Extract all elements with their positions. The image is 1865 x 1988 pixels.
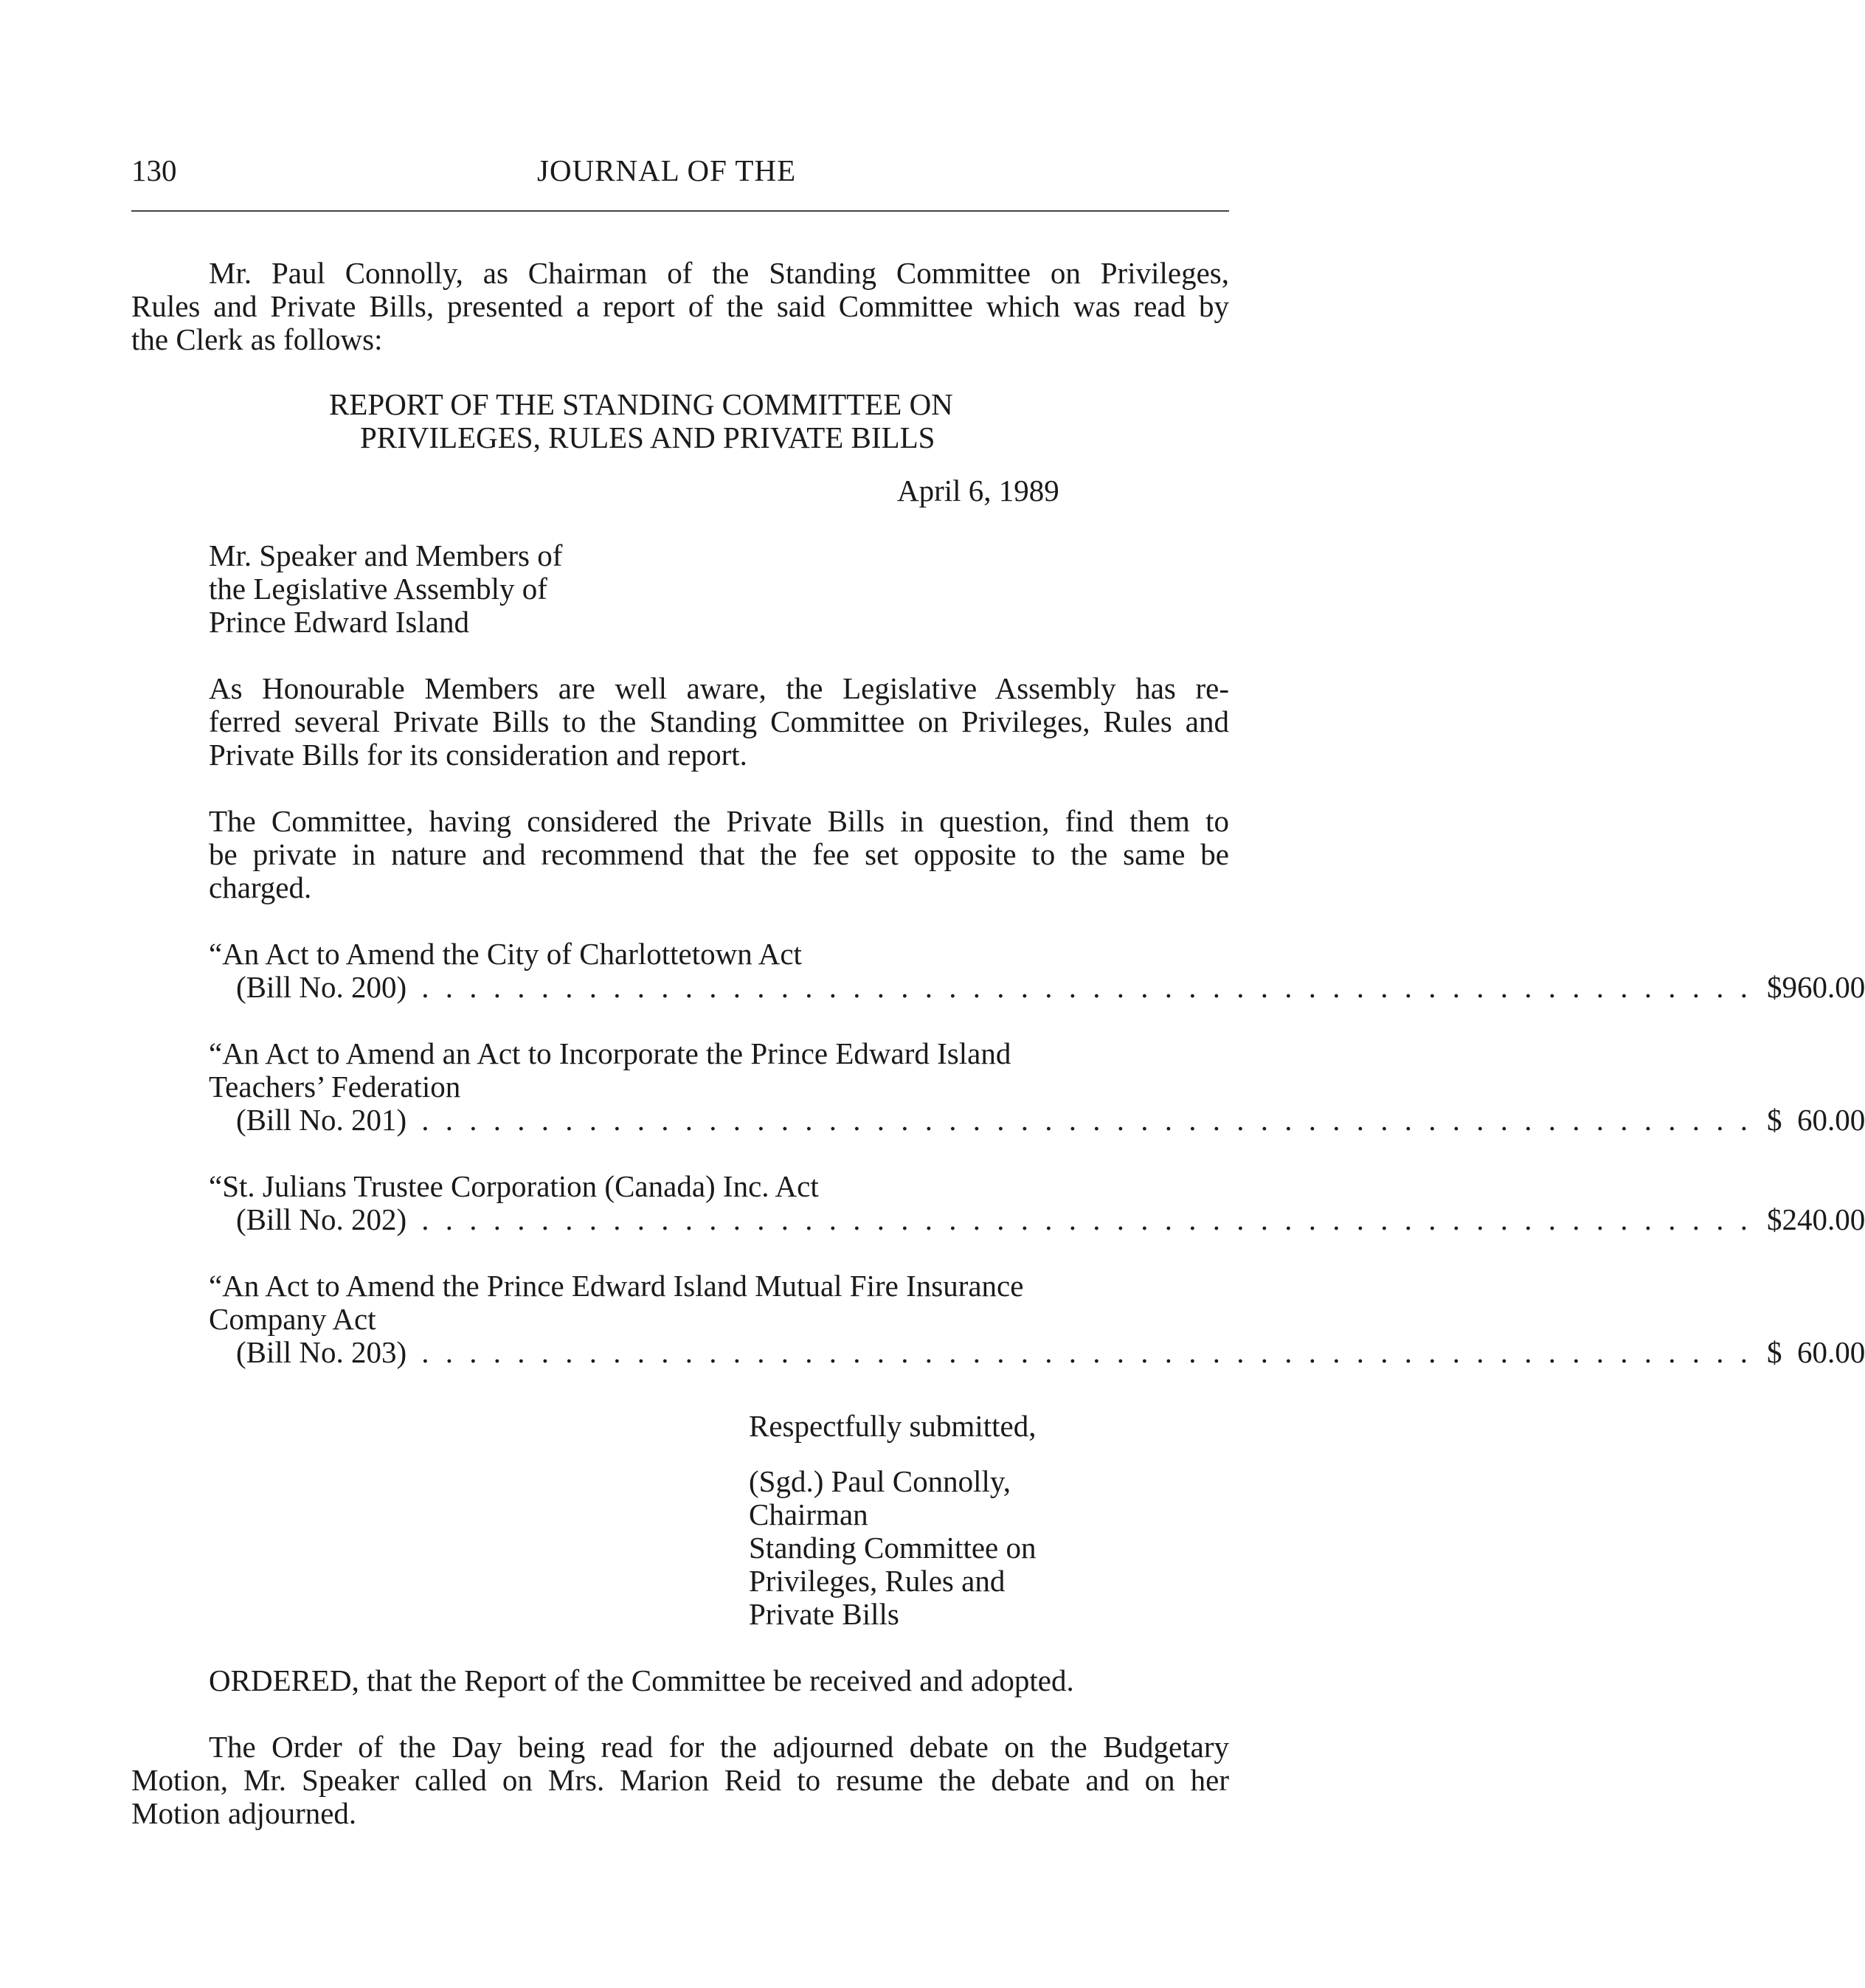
paragraph-line: Motion, Mr. Speaker called on Mrs. Marion Reid to resume the debate and on her bbox=[131, 1763, 1229, 1797]
bill-fee-row bbox=[236, 1103, 1865, 1137]
dot-leader: . . . . . . . . . . . . . . . . . . . . . . . . . . . . . . . . . . . . . . . . . . . . . . . . . . . . . . . . bbox=[421, 1103, 1752, 1137]
page-number: 130 bbox=[131, 153, 177, 187]
report-title-line2: PRIVILEGES, RULES AND PRIVATE BILLS bbox=[360, 420, 935, 454]
running-title: JOURNAL OF THE bbox=[537, 153, 797, 187]
bill-fee-row bbox=[236, 1202, 1865, 1236]
dot-leader: . . . . . . . . . . . . . . . . . . . . . . . . . . . . . . . . . . . . . . . . . . . . . . . . . . . . . . . . bbox=[421, 970, 1752, 1004]
salutation-line: the Legislative Assembly of bbox=[209, 572, 547, 606]
bill-title: “An Act to Amend an Act to Incorporate the Prince Edward Island bbox=[209, 1036, 1011, 1070]
closing: Respectfully submitted, bbox=[749, 1409, 1037, 1443]
bill-fee-row bbox=[236, 970, 1865, 1004]
bill-title: Company Act bbox=[209, 1302, 376, 1336]
report-date: April 6, 1989 bbox=[897, 474, 1059, 508]
bill-number: (Bill No. 203) bbox=[236, 1335, 407, 1369]
bill-number: (Bill No. 201) bbox=[236, 1103, 407, 1137]
paragraph-line: Private Bills for its consideration and report. bbox=[209, 738, 747, 772]
bill-title: “An Act to Amend the Prince Edward Island Mutual Fire Insurance bbox=[209, 1269, 1024, 1303]
signature-line: Chairman bbox=[749, 1497, 868, 1531]
intro-line: Mr. Paul Connolly, as Chairman of the Standing Committee on Privileges, bbox=[209, 256, 1229, 290]
dot-leader: . . . . . . . . . . . . . . . . . . . . . . . . . . . . . . . . . . . . . . . . . . . . . . . . . . . . . . . . bbox=[421, 1202, 1752, 1236]
paragraph-line: charged. bbox=[209, 870, 312, 904]
bill-title: “St. Julians Trustee Corporation (Canada) Inc. Act bbox=[209, 1169, 819, 1203]
salutation-line: Prince Edward Island bbox=[209, 605, 469, 639]
bill-fee: $ 60.00 bbox=[1766, 1103, 1865, 1137]
salutation-line: Mr. Speaker and Members of bbox=[209, 538, 563, 572]
signature-line: (Sgd.) Paul Connolly, bbox=[749, 1464, 1011, 1498]
paragraph-line: As Honourable Members are well aware, the Legislative Assembly has re- bbox=[209, 671, 1229, 705]
paragraph-line: Motion adjourned. bbox=[131, 1796, 357, 1830]
intro-line: Rules and Private Bills, presented a report of the said Committee which was read by bbox=[131, 289, 1229, 323]
bill-fee: $240.00 bbox=[1766, 1202, 1865, 1236]
signature-line: Privileges, Rules and bbox=[749, 1564, 1006, 1598]
paragraph-line: The Committee, having considered the Private Bills in question, find them to bbox=[209, 804, 1229, 838]
bill-fee-row bbox=[236, 1335, 1865, 1369]
paragraph-line: ferred several Private Bills to the Standing Committee on Privileges, Rules and bbox=[209, 704, 1229, 738]
signature-line: Private Bills bbox=[749, 1597, 899, 1631]
bill-fee: $ 60.00 bbox=[1766, 1335, 1865, 1369]
ordered-statement: ORDERED, that the Report of the Committee be received and adopted. bbox=[209, 1663, 1074, 1697]
bill-fee: $960.00 bbox=[1766, 970, 1865, 1004]
header-rule bbox=[131, 210, 1229, 212]
report-title-line1: REPORT OF THE STANDING COMMITTEE ON bbox=[329, 387, 953, 421]
bill-title: “An Act to Amend the City of Charlottetown Act bbox=[209, 937, 802, 971]
signature-line: Standing Committee on bbox=[749, 1531, 1037, 1565]
bill-number: (Bill No. 202) bbox=[236, 1202, 407, 1236]
paragraph-line: The Order of the Day being read for the adjourned debate on the Budgetary bbox=[209, 1730, 1229, 1764]
bill-number: (Bill No. 200) bbox=[236, 970, 407, 1004]
bill-title: Teachers’ Federation bbox=[209, 1070, 461, 1104]
intro-line: the Clerk as follows: bbox=[131, 322, 383, 356]
paragraph-line: be private in nature and recommend that the fee set opposite to the same be bbox=[209, 837, 1229, 871]
dot-leader: . . . . . . . . . . . . . . . . . . . . . . . . . . . . . . . . . . . . . . . . . . . . . . . . . . . . . . . . bbox=[421, 1335, 1752, 1369]
